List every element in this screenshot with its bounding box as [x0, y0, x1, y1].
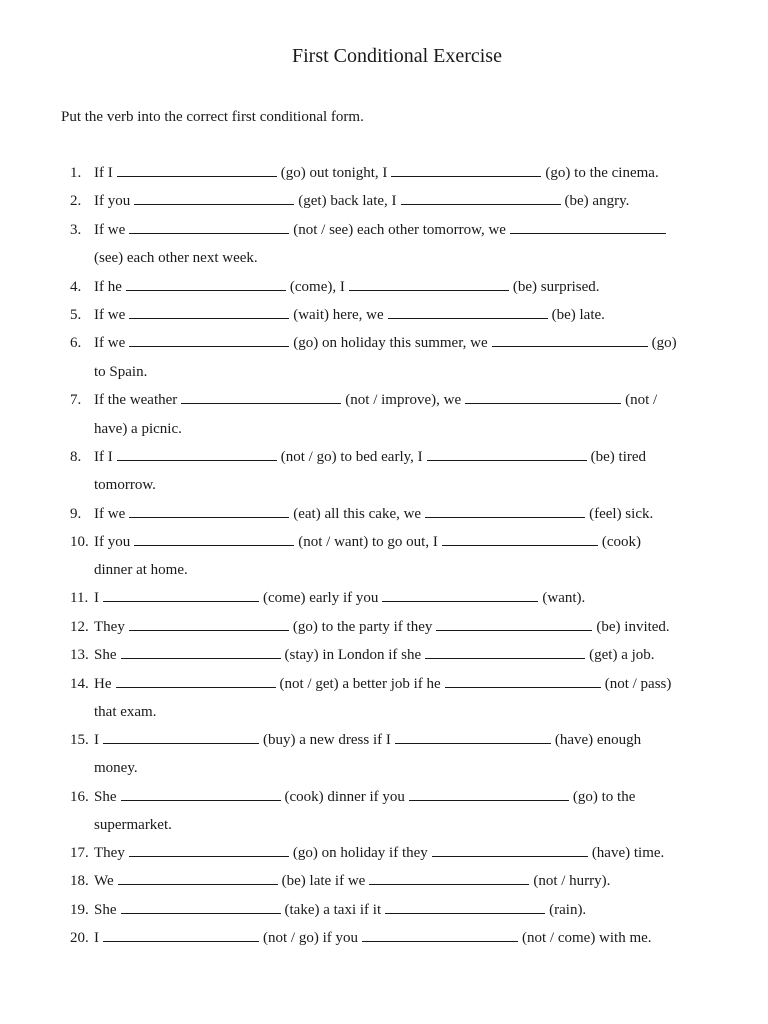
item-number: 18.	[70, 873, 89, 889]
answer-blank[interactable]	[129, 345, 289, 347]
answer-blank[interactable]	[121, 657, 281, 659]
item-middle: (go) to the party if they	[292, 619, 433, 635]
item-prefix: They	[94, 845, 125, 861]
answer-blank[interactable]	[436, 629, 592, 631]
answer-blank[interactable]	[445, 686, 601, 688]
item-suffix: (go)	[651, 335, 677, 351]
answer-blank[interactable]	[492, 345, 648, 347]
answer-blank[interactable]	[126, 289, 286, 291]
item-suffix: (go) to the cinema.	[545, 165, 659, 181]
item-middle: (go) on holiday this summer, we	[293, 335, 488, 351]
answer-blank[interactable]	[103, 600, 259, 602]
answer-blank[interactable]	[385, 912, 545, 914]
item-middle: (not / see) each other tomorrow, we	[293, 222, 506, 238]
item-middle: (get) back late, I	[298, 193, 397, 209]
item-suffix: (be) tired	[590, 449, 647, 465]
item-number: 1.	[70, 165, 82, 181]
exercise-item-continuation: that exam.	[94, 704, 157, 720]
item-number: 2.	[70, 193, 82, 209]
answer-blank[interactable]	[129, 855, 289, 857]
item-prefix: If you	[94, 534, 131, 550]
item-suffix: (have) time.	[591, 845, 665, 861]
item-suffix: (be) late.	[551, 307, 605, 323]
item-number: 3.	[70, 222, 82, 238]
item-suffix: (want).	[542, 590, 586, 606]
item-prefix: If we	[94, 506, 126, 522]
item-suffix: (be) angry.	[564, 193, 630, 209]
answer-blank[interactable]	[401, 203, 561, 205]
answer-blank[interactable]	[117, 459, 277, 461]
item-suffix: (cook)	[601, 534, 641, 550]
item-prefix: If we	[94, 222, 126, 238]
item-middle: (not / go) if you	[263, 930, 358, 946]
item-number: 14.	[70, 676, 89, 692]
exercise-item-continuation: supermarket.	[94, 817, 172, 833]
item-prefix: I	[94, 930, 99, 946]
item-prefix: She	[94, 647, 117, 663]
item-number: 13.	[70, 647, 89, 663]
item-number: 5.	[70, 307, 82, 323]
exercise-item-continuation: to Spain.	[94, 364, 148, 380]
item-middle: (cook) dinner if you	[284, 789, 405, 805]
answer-blank[interactable]	[432, 855, 588, 857]
item-suffix: (not /	[625, 392, 658, 408]
item-number: 12.	[70, 619, 89, 635]
answer-blank[interactable]	[129, 232, 289, 234]
answer-blank[interactable]	[465, 402, 621, 404]
answer-blank[interactable]	[103, 940, 259, 942]
item-number: 15.	[70, 732, 89, 748]
answer-blank[interactable]	[103, 742, 259, 744]
item-middle: (wait) here, we	[293, 307, 384, 323]
item-middle: (not / get) a better job if he	[279, 676, 441, 692]
item-middle: (go) on holiday if they	[292, 845, 428, 861]
exercise-item-continuation: have) a picnic.	[94, 421, 182, 437]
item-prefix: If the weather	[94, 392, 178, 408]
item-prefix: She	[94, 902, 117, 918]
answer-blank[interactable]	[129, 629, 289, 631]
exercise-item-continuation: (see) each other next week.	[94, 250, 258, 266]
item-prefix: We	[94, 873, 114, 889]
answer-blank[interactable]	[442, 544, 598, 546]
answer-blank[interactable]	[134, 544, 294, 546]
item-prefix: If we	[94, 307, 126, 323]
item-prefix: They	[94, 619, 125, 635]
item-suffix: (not / hurry).	[533, 873, 611, 889]
answer-blank[interactable]	[118, 883, 278, 885]
item-number: 20.	[70, 930, 89, 946]
answer-blank[interactable]	[391, 175, 541, 177]
item-number: 6.	[70, 335, 82, 351]
item-middle: (eat) all this cake, we	[293, 506, 422, 522]
answer-blank[interactable]	[121, 799, 281, 801]
item-middle: (not / want) to go out, I	[298, 534, 438, 550]
answer-blank[interactable]	[181, 402, 341, 404]
item-suffix: (be) surprised.	[512, 279, 600, 295]
item-number: 10.	[70, 534, 89, 550]
item-middle: (not / improve), we	[345, 392, 462, 408]
answer-blank[interactable]	[362, 940, 518, 942]
item-prefix: If you	[94, 193, 131, 209]
item-suffix: (have) enough	[554, 732, 642, 748]
answer-blank[interactable]	[395, 742, 551, 744]
item-suffix: (get) a job.	[589, 647, 655, 663]
item-suffix: (not / come) with me.	[522, 930, 652, 946]
item-middle: (stay) in London if she	[284, 647, 422, 663]
answer-blank[interactable]	[117, 175, 277, 177]
item-number: 4.	[70, 279, 82, 295]
answer-blank[interactable]	[134, 203, 294, 205]
item-number: 9.	[70, 506, 82, 522]
item-middle: (come) early if you	[263, 590, 379, 606]
page-title: First Conditional Exercise	[292, 45, 502, 67]
item-suffix: (not / pass)	[604, 676, 672, 692]
item-prefix: If we	[94, 335, 126, 351]
answer-blank[interactable]	[129, 516, 289, 518]
item-prefix: He	[94, 676, 112, 692]
answer-blank[interactable]	[425, 657, 585, 659]
answer-blank[interactable]	[349, 289, 509, 291]
item-middle: (not / go) to bed early, I	[280, 449, 423, 465]
item-middle: (take) a taxi if it	[284, 902, 382, 918]
item-prefix: If he	[94, 279, 122, 295]
item-suffix: (feel) sick.	[589, 506, 654, 522]
instruction-text: Put the verb into the correct first conditional form.	[61, 109, 364, 125]
answer-blank[interactable]	[116, 686, 276, 688]
item-suffix: (go) to the	[572, 789, 636, 805]
answer-blank[interactable]	[369, 883, 529, 885]
item-middle: (go) out tonight, I	[280, 165, 388, 181]
item-number: 17.	[70, 845, 89, 861]
item-prefix: I	[94, 590, 99, 606]
exercise-item-continuation: dinner at home.	[94, 562, 188, 578]
answer-blank[interactable]	[388, 317, 548, 319]
item-middle: (come), I	[289, 279, 345, 295]
exercise-item-continuation: money.	[94, 760, 138, 776]
item-number: 7.	[70, 392, 82, 408]
item-middle: (buy) a new dress if I	[263, 732, 391, 748]
answer-blank[interactable]	[121, 912, 281, 914]
answer-blank[interactable]	[409, 799, 569, 801]
exercise-item-continuation: tomorrow.	[94, 477, 156, 493]
item-number: 16.	[70, 789, 89, 805]
answer-blank[interactable]	[510, 232, 666, 234]
item-prefix: She	[94, 789, 117, 805]
item-suffix: (be) invited.	[596, 619, 670, 635]
item-prefix: If I	[94, 449, 113, 465]
item-number: 8.	[70, 449, 82, 465]
item-prefix: I	[94, 732, 99, 748]
item-suffix: (rain).	[549, 902, 587, 918]
item-prefix: If I	[94, 165, 113, 181]
answer-blank[interactable]	[129, 317, 289, 319]
answer-blank[interactable]	[425, 516, 585, 518]
item-number: 11.	[70, 590, 89, 606]
item-number: 19.	[70, 902, 89, 918]
item-middle: (be) late if we	[281, 873, 366, 889]
answer-blank[interactable]	[427, 459, 587, 461]
answer-blank[interactable]	[382, 600, 538, 602]
